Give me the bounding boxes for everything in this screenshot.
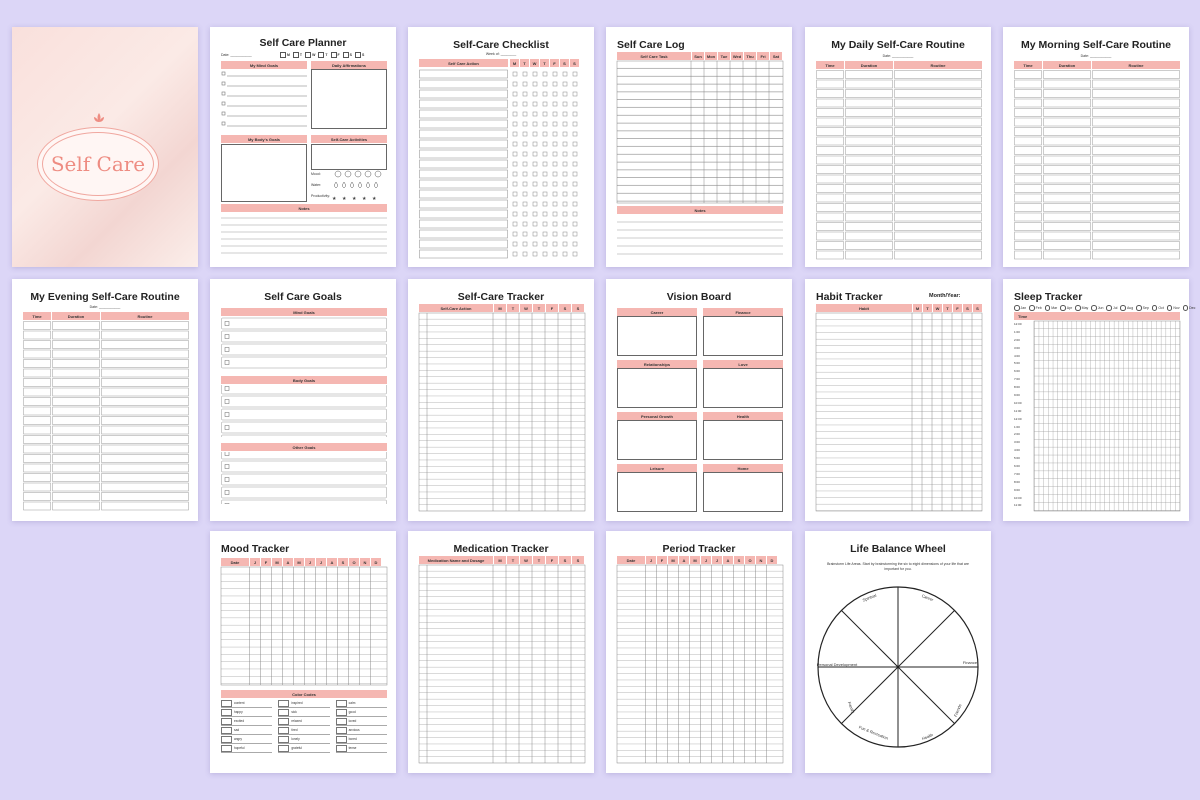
col-routine: Routine	[101, 312, 189, 320]
activities-box	[311, 144, 387, 170]
time-label: 6:00	[1014, 464, 1020, 469]
color-code-item: anxious	[336, 727, 387, 735]
svg-text:★: ★	[332, 196, 337, 202]
col-duration: Duration	[845, 61, 893, 69]
page-title: Self-Care Tracker	[457, 291, 545, 303]
checklist-rows	[419, 69, 585, 259]
color-code-item: hopeful	[221, 745, 272, 753]
page-self-care-planner	[210, 27, 396, 267]
segment-spiritual: Spiritual	[861, 592, 878, 603]
body-goals-header: My Body's Goals	[221, 135, 307, 143]
month-label: Month/Year:	[929, 293, 961, 299]
tracker-icons	[330, 170, 388, 202]
month-radio: Aug	[1120, 305, 1133, 311]
color-code-list	[221, 700, 387, 753]
page-sleep-tracker	[1003, 279, 1196, 521]
month-header: M	[668, 556, 678, 564]
time-header: Time	[1014, 312, 1180, 320]
svg-text:★: ★	[352, 196, 357, 202]
page-self-care-checklist	[408, 27, 594, 267]
time-label: 10:00	[1014, 400, 1022, 405]
date-header: Date	[617, 556, 645, 564]
time-label: 2:00	[1014, 337, 1020, 342]
month-header: J	[316, 558, 326, 566]
vision-box	[617, 368, 697, 408]
week-label: Week of: ________	[485, 52, 517, 56]
time-label: 4:00	[1014, 353, 1020, 358]
date-label: Date: ___________	[89, 305, 121, 309]
page-title: Life Balance Wheel	[850, 543, 946, 555]
page-title: Self-Care Checklist	[453, 39, 549, 51]
time-label: 6:00	[1014, 369, 1020, 374]
vision-love: Love	[703, 360, 783, 368]
month-radio: Jun	[1091, 305, 1103, 311]
time-label: 5:00	[1014, 361, 1020, 366]
color-code-item: grateful	[278, 745, 329, 753]
month-header: J	[712, 556, 722, 564]
vision-home: Home	[703, 464, 783, 472]
wheel-subtitle: Brainstorm Life Areas. Start by brainstorming the six to eight dimensions of your life that are important for you.	[827, 562, 969, 571]
vision-leisure: Leisure	[617, 464, 697, 472]
page-evening-routine	[12, 279, 198, 521]
habit-header: Habit	[816, 304, 912, 312]
page-period-tracker	[606, 531, 792, 773]
month-header: A	[723, 556, 733, 564]
vision-box	[703, 472, 783, 512]
month-header: S	[734, 556, 744, 564]
segment-fun-recreation: Fun & Recreation	[858, 724, 889, 741]
time-label: 9:00	[1014, 487, 1020, 492]
page-title: Vision Board	[666, 291, 732, 303]
activities-header: Self-Care Activities	[311, 135, 387, 143]
vision-relationships: Relationships	[617, 360, 697, 368]
notes-lines	[617, 217, 783, 261]
month-header: M	[272, 558, 282, 566]
col-time: Time	[816, 61, 844, 69]
time-label: 10:00	[1014, 495, 1022, 500]
body-goals-header: Body Goals	[221, 376, 387, 384]
color-code-item: sick	[278, 709, 329, 717]
color-code-item: content	[221, 700, 272, 708]
page-title: Period Tracker	[662, 543, 736, 555]
page-self-care-goals	[210, 279, 396, 521]
page-mood-tracker	[210, 531, 396, 773]
day-headers: Sun Mon Tue Wed Thu Fri Sat	[692, 52, 782, 60]
month-radio: Sep	[1136, 305, 1149, 311]
date-header: Date	[221, 558, 249, 566]
affirmations-header: Daily Affirmations	[311, 61, 387, 69]
time-label: 11:00	[1014, 408, 1022, 413]
vision-box	[703, 420, 783, 460]
time-label: 2:00	[1014, 432, 1020, 437]
color-code-item: angry	[221, 736, 272, 744]
medication-header: Medication Name and Dosage	[419, 556, 493, 564]
page-title: Habit Tracker	[816, 291, 883, 303]
col-routine: Routine	[894, 61, 982, 69]
color-code-item: sad	[221, 727, 272, 735]
page-title: Mood Tracker	[221, 543, 290, 555]
page-daily-routine	[805, 27, 991, 267]
time-label: 8:00	[1014, 385, 1020, 390]
page-medication-tracker	[408, 531, 594, 773]
mind-goals-header: My Mind Goals	[221, 61, 307, 69]
page-title: Self Care Goals	[264, 291, 342, 303]
day-headers: M T W T F S S	[913, 304, 982, 312]
month-header: M	[294, 558, 304, 566]
month-header: J	[701, 556, 711, 564]
col-time: Time	[23, 312, 51, 320]
day-headers: M T W T F S S	[494, 304, 584, 312]
vision-finance: Finance	[703, 308, 783, 316]
month-radio: Oct	[1152, 305, 1164, 311]
page-morning-routine	[1003, 27, 1189, 267]
month-headers	[250, 558, 381, 566]
time-label: 1:00	[1014, 329, 1020, 334]
time-label: 5:00	[1014, 456, 1020, 461]
date-label: Date: ___________	[882, 54, 914, 58]
month-header: A	[327, 558, 337, 566]
svg-text:★: ★	[372, 196, 377, 202]
time-label: 12:00	[1014, 416, 1022, 421]
time-label: 9:00	[1014, 393, 1020, 398]
cover-title: Self Care	[50, 152, 146, 176]
color-code-item: lonely	[278, 736, 329, 744]
life-wheel	[815, 583, 981, 753]
month-header: O	[349, 558, 359, 566]
month-header: S	[338, 558, 348, 566]
segment-personal-development: Personal Development	[816, 662, 858, 667]
mood-grid	[221, 567, 387, 685]
vision-box	[617, 316, 697, 356]
habit-grid	[816, 313, 982, 511]
month-radio: Apr	[1060, 305, 1072, 311]
month-headers	[646, 556, 777, 564]
month-radio: Feb	[1029, 305, 1042, 311]
month-header: A	[679, 556, 689, 564]
month-header: N	[756, 556, 766, 564]
day-headers: M T W T F S S	[494, 556, 584, 564]
time-label: 12:00	[1014, 322, 1022, 326]
page-title: My Morning Self-Care Routine	[1021, 39, 1171, 51]
month-header: J	[250, 558, 260, 566]
color-code-item: good	[336, 709, 387, 717]
page-title: My Evening Self-Care Routine	[30, 291, 180, 303]
month-header: F	[657, 556, 667, 564]
color-code-item: tired	[278, 727, 329, 735]
day-headers: M T W T F S S	[510, 59, 579, 67]
color-code-item: relaxed	[278, 718, 329, 726]
month-header: A	[283, 558, 293, 566]
time-label: 7:00	[1014, 377, 1020, 382]
color-code-item: inspired	[278, 700, 329, 708]
month-header: F	[261, 558, 271, 566]
segment-health: Health	[921, 732, 934, 742]
month-radio: Nov	[1167, 305, 1180, 311]
vision-career: Career	[617, 308, 697, 316]
time-label: 7:00	[1014, 471, 1020, 476]
lotus-icon	[92, 113, 106, 123]
page-life-balance-wheel	[805, 531, 991, 773]
time-label: 1:00	[1014, 424, 1020, 429]
mind-goals-header: Mind Goals	[221, 308, 387, 316]
affirmations-box	[311, 69, 387, 129]
month-header: O	[745, 556, 755, 564]
water-label: Water:	[311, 183, 322, 187]
vision-health: Health	[703, 412, 783, 420]
color-code-item: tense	[336, 745, 387, 753]
svg-text:★: ★	[342, 196, 347, 202]
col-routine: Routine	[1092, 61, 1180, 69]
period-grid	[617, 565, 783, 763]
page-title: Medication Tracker	[453, 543, 549, 555]
log-grid	[617, 61, 783, 203]
time-column	[1014, 321, 1034, 510]
notes-header: Notes	[617, 206, 783, 214]
month-header: N	[360, 558, 370, 566]
action-header: Self Care Action	[419, 59, 508, 67]
month-radio: Dec	[1183, 305, 1196, 311]
vision-box	[617, 420, 697, 460]
segment-family: Family	[846, 701, 856, 714]
page-title: My Daily Self-Care Routine	[831, 39, 965, 51]
time-label: 3:00	[1014, 345, 1020, 350]
time-label: 3:00	[1014, 440, 1020, 445]
segment-career: Career	[920, 592, 935, 603]
cover-oval	[37, 127, 159, 201]
month-header: M	[690, 556, 700, 564]
body-goals-box	[221, 144, 307, 202]
month-header: J	[305, 558, 315, 566]
mood-label: Mood:	[311, 172, 321, 176]
month-radio: Jan	[1014, 305, 1026, 311]
mind-goals-lines	[221, 69, 307, 145]
notes-header: Notes	[221, 204, 387, 212]
col-time: Time	[1014, 61, 1042, 69]
color-code-item: loved	[336, 718, 387, 726]
col-duration: Duration	[52, 312, 100, 320]
cover-page	[12, 27, 198, 267]
routine-rows	[23, 321, 189, 511]
date-label: Date: ___________	[1080, 54, 1112, 58]
action-header: Self-Care Action	[419, 304, 493, 312]
productivity-label: Productivity:	[311, 194, 331, 198]
color-code-item: calm	[336, 700, 387, 708]
color-codes-header: Color Codes	[221, 690, 387, 698]
routine-rows	[816, 70, 982, 260]
time-label: 4:00	[1014, 448, 1020, 453]
month-radio: May	[1075, 305, 1088, 311]
sleep-grid	[1034, 321, 1180, 511]
tracker-grid	[419, 313, 585, 511]
segment-finance: Finance	[962, 660, 978, 665]
page-habit-tracker	[805, 279, 991, 521]
color-code-item: excited	[221, 718, 272, 726]
page-self-care-log	[606, 27, 792, 267]
goal-lines	[221, 317, 387, 517]
page-title: Sleep Tracker	[1014, 291, 1083, 303]
month-radio-row	[1014, 305, 1195, 311]
month-header: J	[646, 556, 656, 564]
routine-rows	[1014, 70, 1180, 260]
task-header: Self Care Task	[617, 52, 691, 60]
color-code-item: happy	[221, 709, 272, 717]
segment-friends: Friends	[952, 703, 963, 718]
vision-box	[703, 368, 783, 408]
medication-grid	[419, 565, 585, 763]
vision-box	[703, 316, 783, 356]
page-title: Self Care Log	[617, 39, 685, 51]
notes-lines	[221, 213, 387, 261]
vision-box	[617, 472, 697, 512]
page-title: Self Care Planner	[259, 37, 347, 49]
month-header: D	[371, 558, 381, 566]
date-label: Date: ___________	[221, 53, 252, 57]
svg-text:★: ★	[362, 196, 367, 202]
time-label: 8:00	[1014, 479, 1020, 484]
month-header: D	[767, 556, 777, 564]
color-code-item: bored	[336, 736, 387, 744]
col-duration: Duration	[1043, 61, 1091, 69]
time-label: 11:00	[1014, 503, 1022, 508]
other-goals-header: Other Goals	[221, 443, 387, 451]
month-radio: Mar	[1045, 305, 1058, 311]
page-vision-board	[606, 279, 792, 521]
page-self-care-tracker	[408, 279, 594, 521]
month-radio: Jul	[1106, 305, 1117, 311]
weekday-checkboxes: M T W T F S S	[280, 52, 364, 58]
vision-personal-growth: Personal Growth	[617, 412, 697, 420]
